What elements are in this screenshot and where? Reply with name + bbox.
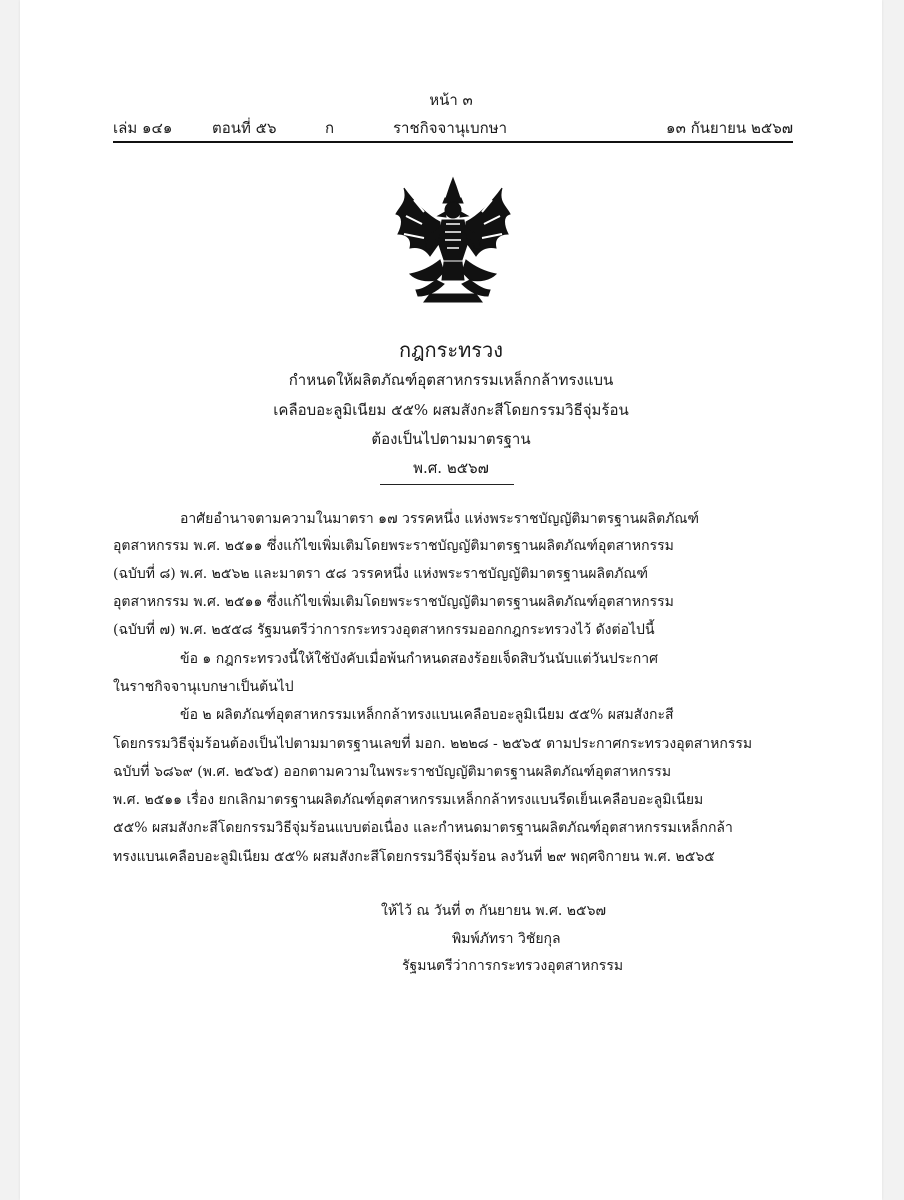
body-line: ฉบับที่ ๖๘๖๙ (พ.ศ. ๒๕๖๕) ออกตามความในพระราชบัญญัติมาตรฐานผลิตภัณฑ์อุตสาหกรรม [113,764,672,780]
body-line: อุตสาหกรรม พ.ศ. ๒๕๑๑ ซึ่งแก้ไขเพิ่มเติมโดยพระราชบัญญัติมาตรฐานผลิตภัณฑ์อุตสาหกรรม [113,594,674,610]
body-line: (ฉบับที่ ๗) พ.ศ. ๒๕๕๘ รัฐมนตรีว่าการกระทรวงอุตสาหกรรมออกกฎกระทรวงไว้ ดังต่อไปนี้ [113,622,655,638]
body-line: ข้อ ๒ ผลิตภัณฑ์อุตสาหกรรมเหล็กกล้าทรงแบนเคลือบอะลูมิเนียม ๕๕% ผสมสังกะสี [180,707,674,723]
body-line: อุตสาหกรรม พ.ศ. ๒๕๑๑ ซึ่งแก้ไขเพิ่มเติมโดยพระราชบัญญัติมาตรฐานผลิตภัณฑ์อุตสาหกรรม [113,538,674,554]
garuda-emblem-icon [390,176,516,306]
body-line: ในราชกิจจานุเบกษาเป็นต้นไป [113,679,294,695]
signing-date: ให้ไว้ ณ วันที่ ๓ กันยายน พ.ศ. ๒๕๖๗ [381,903,607,919]
page-number: หน้า ๓ [429,91,473,109]
body-line: อาศัยอำนาจตามความในมาตรา ๑๗ วรรคหนึ่ง แห่งพระราชบัญญัติมาตรฐานผลิตภัณฑ์ [180,511,700,527]
volume-number: เล่ม ๑๔๑ [113,119,173,137]
issue-number: ตอนที่ ๕๖ [212,119,277,137]
publication-date: ๑๓ กันยายน ๒๕๖๗ [666,119,793,137]
title-divider [380,484,514,485]
body-line: (ฉบับที่ ๘) พ.ศ. ๒๕๖๒ และมาตรา ๕๘ วรรคหนึ่ง แห่งพระราชบัญญัติมาตรฐานผลิตภัณฑ์ [113,566,648,582]
body-line: ข้อ ๑ กฎกระทรวงนี้ให้ใช้บังคับเมื่อพ้นกำหนดสองร้อยเจ็ดสิบวันนับแต่วันประกาศ [180,651,659,667]
gazette-page [20,0,882,1200]
subtitle-line: ต้องเป็นไปตามมาตรฐาน [371,430,531,448]
body-line: ๕๕% ผสมสังกะสีโดยกรรมวิธีจุ่มร้อนแบบต่อเนื่อง และกำหนดมาตรฐานผลิตภัณฑ์อุตสาหกรรมเหล็กกล้า [113,820,733,836]
section-letter: ก [325,119,335,137]
gazette-name: ราชกิจจานุเบกษา [393,119,508,137]
header-divider [113,141,793,143]
signatory-name: พิมพ์ภัทรา วิชัยกุล [452,931,561,947]
subtitle-year: พ.ศ. ๒๕๖๗ [413,459,489,477]
body-line: ทรงแบนเคลือบอะลูมิเนียม ๕๕% ผสมสังกะสีโดยกรรมวิธีจุ่มร้อน ลงวันที่ ๒๙ พฤศจิกายน พ.ศ. ๒๕๖๕ [113,849,715,865]
subtitle-line: กำหนดให้ผลิตภัณฑ์อุตสาหกรรมเหล็กกล้าทรงแบน [288,371,614,389]
document-title: กฎกระทรวง [398,338,504,362]
body-line: โดยกรรมวิธีจุ่มร้อนต้องเป็นไปตามมาตรฐานเลขที่ มอก. ๒๒๒๘ - ๒๕๖๕ ตามประกาศกระทรวงอุตสาหกรรม [113,736,753,752]
body-line: พ.ศ. ๒๕๑๑ เรื่อง ยกเลิกมาตรฐานผลิตภัณฑ์อุตสาหกรรมเหล็กกล้าทรงแบนรีดเย็นเคลือบอะลูมิเนียม [113,792,704,808]
gazette-header [113,116,793,138]
subtitle-line: เคลือบอะลูมิเนียม ๕๕% ผสมสังกะสีโดยกรรมวิธีจุ่มร้อน [273,401,629,419]
signatory-position: รัฐมนตรีว่าการกระทรวงอุตสาหกรรม [402,958,624,974]
